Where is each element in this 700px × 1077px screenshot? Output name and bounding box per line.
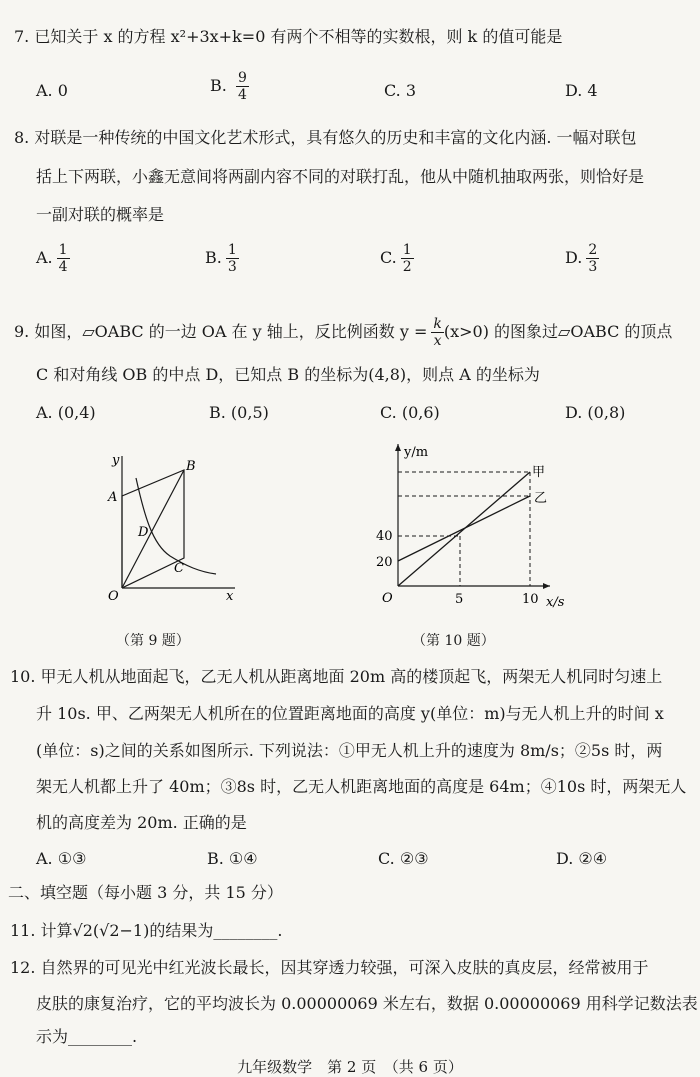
fraction-denominator: 4 [58,259,68,275]
fraction-numerator: 2 [588,242,598,258]
q8-option-a-fraction [57,242,70,275]
fig9-label-a: A [108,490,118,505]
q8-option-c-fraction [401,242,414,275]
page-footer: 九年级数学 第 2 页 （共 6 页） [237,1058,463,1076]
q8-option-a-label: A. [36,248,53,267]
q8-option-b-fraction [226,242,239,275]
fig10-tick-20: 20 [376,555,393,570]
fraction-denominator: 3 [227,259,237,275]
q8-line-3: 一副对联的概率是 [36,205,165,224]
fig10-x-label: x/s [546,595,565,610]
q9-option-c: C. (0,6) [380,403,440,422]
q9-line-1-suffix: (x>0) 的图象过▱OABC 的顶点 [443,322,673,341]
q10-option-d: D. ②④ [556,849,608,868]
q8-option-c-label: C. [380,248,397,267]
fraction-numerator: 1 [58,242,68,258]
fraction-denominator: 3 [588,259,598,275]
q10-option-b: B. ①④ [207,849,258,868]
q10-line-3: (单位：s)之间的关系如图所示. 下列说法：①甲无人机上升的速度为 8m/s；②5s 时，两 [36,741,663,760]
fig9-label-d: D [138,525,149,540]
q8-option-b [205,242,239,275]
line-yi [398,496,530,561]
q10-line-1: 10. 甲无人机从地面起飞，乙无人机从距离地面 20m 高的楼顶起飞，两架无人机同时匀速上 [10,667,663,686]
figure-9-diagram [100,448,260,610]
x-axis-arrow-icon [543,583,550,589]
q9-function-fraction [431,316,443,349]
q9-line-1-prefix: 9. 如图，▱OABC 的一边 OA 在 y 轴上，反比例函数 y = [14,322,428,341]
q12-line-3: 示为________. [36,1027,138,1046]
fraction-numerator: 1 [227,242,237,258]
q7-option-b-fraction [236,70,249,103]
q9-option-d: D. (0,8) [565,403,626,422]
fraction-denominator: x [433,333,442,349]
q7-option-a: A. 0 [36,81,68,100]
fig9-x-label: x [226,589,234,604]
q12-line-1: 12. 自然界的可见光中红光波长最长，因其穿透力较强，可深入皮肤的真皮层，经常被用于 [10,958,649,977]
fraction-numerator: 9 [237,70,247,86]
fig10-label-o: O [382,591,393,606]
q9-line-1 [14,316,672,349]
fig10-tick-40: 40 [376,529,393,544]
fig10-tick-5: 5 [455,592,464,607]
section-2-heading: 二、填空题（每小题 3 分，共 15 分） [8,883,283,902]
q9-option-b: B. (0,5) [209,403,269,422]
q8-line-2: 括上下两联，小鑫无意间将两副内容不同的对联打乱，他从中随机抽取两张，则恰好是 [36,167,645,186]
fig10-label-yi: 乙 [534,491,548,506]
figure-10-graph [368,436,578,612]
q8-line-1: 8. 对联是一种传统的中国文化艺术形式，具有悠久的历史和丰富的文化内涵. 一幅对联包 [14,128,637,147]
q8-option-d-label: D. [565,248,583,267]
q10-option-c: C. ②③ [378,849,429,868]
q12-line-2: 皮肤的康复治疗，它的平均波长为 0.00000069 米左右，数据 0.00000069 用科学记数法表 [36,994,698,1013]
q7-option-b [210,70,249,103]
fig9-label-c: C [174,561,184,576]
fig9-label-b: B [186,459,196,474]
q8-option-a [36,242,70,275]
q7-option-b-label: B. [210,76,227,95]
figure-9-caption: （第 9 题） [116,633,190,649]
y-axis-arrow-icon [395,444,401,451]
q10-line-4: 架无人机都上升了 40m；③8s 时，乙无人机距离地面的高度是 64m；④10s 时，两架无人 [36,777,687,796]
q9-option-a: A. (0,4) [36,403,96,422]
fraction-denominator: 2 [402,259,412,275]
q8-option-d [565,242,599,275]
fig9-label-o: O [108,589,119,604]
q8-option-d-fraction [586,242,599,275]
fig10-y-label: y/m [404,445,429,460]
q9-line-2: C 和对角线 OB 的中点 D，已知点 B 的坐标为(4,8)，则点 A 的坐标为 [36,365,540,384]
q11-text: 11. 计算√2(√2−1)的结果为________. [10,921,283,940]
fig10-label-jia: 甲 [532,465,546,480]
q10-option-a: A. ①③ [36,849,87,868]
fraction-numerator: k [433,316,442,332]
q7-option-d: D. 4 [565,81,598,100]
fraction-numerator: 1 [402,242,412,258]
figure-10-caption: （第 10 题） [412,633,495,649]
q8-option-c [380,242,414,275]
q7-stem: 7. 已知关于 x 的方程 x²+3x+k=0 有两个不相等的实数根，则 k 的值可能是 [14,27,563,46]
q7-option-c: C. 3 [384,81,417,100]
q10-line-2: 升 10s. 甲、乙两架无人机所在的位置距离地面的高度 y(单位：m)与无人机上升的时间 x [36,704,664,723]
fig9-y-label: y [112,453,120,468]
q8-option-b-label: B. [205,248,222,267]
fig10-tick-10: 10 [522,592,539,607]
fraction-denominator: 4 [237,87,247,103]
q10-line-5: 机的高度差为 20m. 正确的是 [36,813,247,832]
